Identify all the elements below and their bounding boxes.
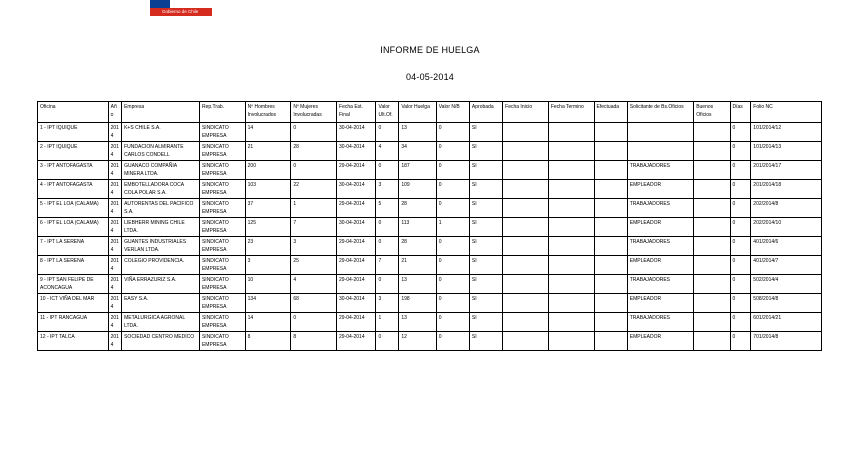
table-row: [38, 313, 822, 332]
cell-mujeres: 4: [291, 275, 337, 294]
cell-efectuada: [594, 161, 627, 180]
cell-solicitante: [627, 123, 693, 142]
cell-hombres: 21: [245, 142, 291, 161]
cell-rep: SINDICATO EMPRESA: [199, 199, 245, 218]
report-title: INFORME DE HUELGA: [380, 45, 480, 55]
column-header: Fecha Termino: [548, 102, 594, 123]
cell-anio: 2014: [108, 332, 121, 351]
cell-buenos: [694, 256, 730, 275]
cell-hombres: 134: [245, 294, 291, 313]
cell-empresa: AUTORENTAS DEL PACIFICO S.A.: [122, 199, 200, 218]
cell-nb: 0: [436, 123, 469, 142]
cell-buenos: [694, 161, 730, 180]
gobierno-logo: [150, 0, 212, 16]
cell-dias: 0: [730, 294, 751, 313]
cell-empresa: FUNDACION ALMIRANTE CARLOS CONDELL: [122, 142, 200, 161]
cell-nb: 0: [436, 294, 469, 313]
cell-empresa: EMBOTELLADORA COCA COLA POLAR S.A.: [122, 180, 200, 199]
table-row: [38, 237, 822, 256]
cell-folio: 202/2014/10: [751, 218, 822, 237]
table-row: [38, 161, 822, 180]
cell-solicitante: EMPLEADOR: [627, 256, 693, 275]
cell-oficina: 5 - IPT EL LOA (CALAMA): [38, 199, 109, 218]
cell-solicitante: TRABAJADORES: [627, 313, 693, 332]
cell-folio: 508/2014/8: [751, 294, 822, 313]
cell-ult-of: 1: [376, 313, 399, 332]
cell-efectuada: [594, 294, 627, 313]
column-header: Valor Huelga: [399, 102, 436, 123]
cell-mujeres: 0: [291, 161, 337, 180]
cell-aprobada: SI: [469, 313, 502, 332]
cell-mujeres: 25: [291, 256, 337, 275]
cell-inicio: [503, 199, 549, 218]
cell-huelga: 187: [399, 161, 436, 180]
cell-inicio: [503, 237, 549, 256]
column-header: Nº Hombres Involucrados: [245, 102, 291, 123]
cell-ult-of: 0: [376, 123, 399, 142]
cell-solicitante: [627, 142, 693, 161]
cell-aprobada: SI: [469, 294, 502, 313]
cell-buenos: [694, 180, 730, 199]
cell-dias: 0: [730, 332, 751, 351]
cell-mujeres: 68: [291, 294, 337, 313]
cell-dias: 0: [730, 161, 751, 180]
cell-termino: [548, 294, 594, 313]
cell-ult-of: 0: [376, 275, 399, 294]
cell-folio: 701/2014/8: [751, 332, 822, 351]
table-row: [38, 123, 822, 142]
column-header: Fecha Inicio: [503, 102, 549, 123]
cell-empresa: COLEGIO PROVIDENCIA.: [122, 256, 200, 275]
cell-hombres: 23: [245, 237, 291, 256]
cell-fecha-final: 30-04-2014: [337, 123, 376, 142]
cell-solicitante: EMPLEADOR: [627, 218, 693, 237]
cell-efectuada: [594, 180, 627, 199]
cell-rep: SINDICATO EMPRESA: [199, 161, 245, 180]
cell-folio: 201/2014/17: [751, 161, 822, 180]
cell-oficina: 8 - IPT LA SERENA: [38, 256, 109, 275]
cell-termino: [548, 313, 594, 332]
cell-efectuada: [594, 237, 627, 256]
cell-efectuada: [594, 332, 627, 351]
cell-hombres: 3: [245, 256, 291, 275]
cell-termino: [548, 237, 594, 256]
cell-fecha-final: 30-04-2014: [337, 218, 376, 237]
table-header-row: [38, 102, 822, 123]
cell-aprobada: SI: [469, 123, 502, 142]
cell-termino: [548, 218, 594, 237]
cell-fecha-final: 29-04-2014: [337, 313, 376, 332]
cell-mujeres: 3: [291, 237, 337, 256]
column-header: Valor N/B: [436, 102, 469, 123]
cell-anio: 2014: [108, 237, 121, 256]
cell-buenos: [694, 218, 730, 237]
cell-anio: 2014: [108, 199, 121, 218]
cell-efectuada: [594, 256, 627, 275]
table-row: [38, 256, 822, 275]
cell-anio: 2014: [108, 313, 121, 332]
cell-efectuada: [594, 123, 627, 142]
cell-huelga: 34: [399, 142, 436, 161]
cell-termino: [548, 142, 594, 161]
cell-hombres: 200: [245, 161, 291, 180]
cell-huelga: 12: [399, 332, 436, 351]
cell-aprobada: SI: [469, 237, 502, 256]
cell-inicio: [503, 142, 549, 161]
logo-text: Gobierno de Chile: [162, 9, 199, 14]
cell-anio: 2014: [108, 256, 121, 275]
cell-ult-of: 0: [376, 218, 399, 237]
cell-fecha-final: 29-04-2014: [337, 332, 376, 351]
cell-rep: SINDICATO EMPRESA: [199, 237, 245, 256]
cell-mujeres: 8: [291, 332, 337, 351]
cell-efectuada: [594, 199, 627, 218]
cell-nb: 0: [436, 199, 469, 218]
cell-folio: 101/2014/12: [751, 123, 822, 142]
column-header: Aprobada: [469, 102, 502, 123]
cell-nb: 1: [436, 218, 469, 237]
cell-huelga: 28: [399, 199, 436, 218]
cell-huelga: 198: [399, 294, 436, 313]
cell-rep: SINDICATO EMPRESA: [199, 256, 245, 275]
cell-oficina: 9 - IPT SAN FELIPE DE ACONCAGUA: [38, 275, 109, 294]
cell-folio: 101/2014/13: [751, 142, 822, 161]
cell-mujeres: 22: [291, 180, 337, 199]
cell-folio: 201/2014/18: [751, 180, 822, 199]
cell-efectuada: [594, 142, 627, 161]
cell-huelga: 13: [399, 123, 436, 142]
cell-anio: 2014: [108, 161, 121, 180]
column-header: Nº Mujeres Involucradas: [291, 102, 337, 123]
cell-nb: 0: [436, 332, 469, 351]
cell-efectuada: [594, 218, 627, 237]
cell-oficina: 12 - IPT TALCA: [38, 332, 109, 351]
cell-buenos: [694, 123, 730, 142]
cell-buenos: [694, 199, 730, 218]
cell-ult-of: 4: [376, 142, 399, 161]
cell-aprobada: SI: [469, 199, 502, 218]
column-header: Valor Ult.Of.: [376, 102, 399, 123]
column-header: Folio NC: [751, 102, 822, 123]
cell-dias: 0: [730, 199, 751, 218]
cell-anio: 2014: [108, 142, 121, 161]
cell-mujeres: 0: [291, 313, 337, 332]
column-header: Efectuada: [594, 102, 627, 123]
cell-huelga: 13: [399, 275, 436, 294]
cell-fecha-final: 29-04-2014: [337, 256, 376, 275]
cell-folio: 202/2014/8: [751, 199, 822, 218]
cell-inicio: [503, 161, 549, 180]
cell-termino: [548, 161, 594, 180]
cell-inicio: [503, 332, 549, 351]
cell-oficina: 11 - IPT RANCAGUA: [38, 313, 109, 332]
cell-dias: 0: [730, 123, 751, 142]
cell-solicitante: TRABAJADORES: [627, 275, 693, 294]
cell-nb: 0: [436, 313, 469, 332]
cell-aprobada: SI: [469, 332, 502, 351]
column-header: Rep.Trab.: [199, 102, 245, 123]
cell-ult-of: 3: [376, 180, 399, 199]
cell-empresa: EASY S.A.: [122, 294, 200, 313]
strike-report-table: [37, 101, 822, 351]
logo-red-bar: [150, 8, 212, 16]
cell-hombres: 125: [245, 218, 291, 237]
cell-anio: 2014: [108, 275, 121, 294]
cell-inicio: [503, 313, 549, 332]
column-header: Días: [730, 102, 751, 123]
cell-ult-of: 7: [376, 256, 399, 275]
cell-solicitante: TRABAJADORES: [627, 161, 693, 180]
table-row: [38, 294, 822, 313]
cell-hombres: 10: [245, 275, 291, 294]
cell-aprobada: SI: [469, 180, 502, 199]
cell-hombres: 8: [245, 332, 291, 351]
cell-nb: 0: [436, 180, 469, 199]
cell-fecha-final: 29-04-2014: [337, 275, 376, 294]
cell-oficina: 10 - ICT VIÑA DEL MAR: [38, 294, 109, 313]
cell-empresa: VIÑA ERRAZURIZ S.A.: [122, 275, 200, 294]
cell-empresa: LIEBHERR MINING CHILE LTDA.: [122, 218, 200, 237]
cell-oficina: 3 - IPT ANTOFAGASTA: [38, 161, 109, 180]
table-row: [38, 199, 822, 218]
cell-buenos: [694, 332, 730, 351]
cell-efectuada: [594, 275, 627, 294]
cell-fecha-final: 29-04-2014: [337, 237, 376, 256]
cell-termino: [548, 180, 594, 199]
cell-dias: 0: [730, 313, 751, 332]
table-row: [38, 218, 822, 237]
cell-inicio: [503, 256, 549, 275]
cell-oficina: 1 - IPT IQUIQUE: [38, 123, 109, 142]
cell-dias: 0: [730, 256, 751, 275]
cell-buenos: [694, 142, 730, 161]
cell-aprobada: SI: [469, 161, 502, 180]
cell-rep: SINDICATO EMPRESA: [199, 218, 245, 237]
cell-rep: SINDICATO EMPRESA: [199, 275, 245, 294]
cell-oficina: 2 - IPT IQUIQUE: [38, 142, 109, 161]
cell-rep: SINDICATO EMPRESA: [199, 332, 245, 351]
cell-fecha-final: 29-04-2014: [337, 199, 376, 218]
cell-dias: 0: [730, 142, 751, 161]
cell-solicitante: EMPLEADOR: [627, 180, 693, 199]
cell-efectuada: [594, 313, 627, 332]
cell-fecha-final: 30-04-2014: [337, 142, 376, 161]
cell-empresa: METALURGICA AGRONAL LTDA.: [122, 313, 200, 332]
cell-inicio: [503, 123, 549, 142]
column-header: Fecha Est. Final: [337, 102, 376, 123]
cell-hombres: 14: [245, 313, 291, 332]
cell-empresa: GUANTES INDUSTRIALES VERLAN LTDA.: [122, 237, 200, 256]
cell-mujeres: 7: [291, 218, 337, 237]
cell-nb: 0: [436, 142, 469, 161]
cell-rep: SINDICATO EMPRESA: [199, 313, 245, 332]
cell-rep: SINDICATO EMPRESA: [199, 294, 245, 313]
cell-empresa: SOCIEDAD CENTRO MEDICO: [122, 332, 200, 351]
cell-solicitante: EMPLEADOR: [627, 332, 693, 351]
cell-aprobada: SI: [469, 218, 502, 237]
cell-termino: [548, 199, 594, 218]
cell-mujeres: 1: [291, 199, 337, 218]
cell-nb: 0: [436, 275, 469, 294]
cell-hombres: 14: [245, 123, 291, 142]
logo-blue-block: [150, 0, 170, 8]
table-row: [38, 180, 822, 199]
column-header: Oficina: [38, 102, 109, 123]
cell-fecha-final: 30-04-2014: [337, 180, 376, 199]
cell-ult-of: 0: [376, 237, 399, 256]
cell-anio: 2014: [108, 123, 121, 142]
column-header: Solicitante de Bs.Oficios: [627, 102, 693, 123]
cell-dias: 0: [730, 218, 751, 237]
cell-inicio: [503, 180, 549, 199]
report-date: 04-05-2014: [405, 72, 455, 82]
column-header: Empresa: [122, 102, 200, 123]
cell-folio: 601/2014/21: [751, 313, 822, 332]
cell-folio: 401/2014/6: [751, 237, 822, 256]
cell-solicitante: TRABAJADORES: [627, 237, 693, 256]
cell-termino: [548, 332, 594, 351]
cell-hombres: 103: [245, 180, 291, 199]
cell-hombres: 37: [245, 199, 291, 218]
cell-rep: SINDICATO EMPRESA: [199, 142, 245, 161]
cell-nb: 0: [436, 256, 469, 275]
cell-dias: 0: [730, 275, 751, 294]
cell-oficina: 6 - IPT EL LOA (CALAMA): [38, 218, 109, 237]
cell-oficina: 4 - IPT ANTOFAGASTA: [38, 180, 109, 199]
cell-mujeres: 28: [291, 142, 337, 161]
cell-folio: 502/2014/4: [751, 275, 822, 294]
cell-buenos: [694, 294, 730, 313]
cell-huelga: 28: [399, 237, 436, 256]
cell-termino: [548, 256, 594, 275]
cell-empresa: GUANACO COMPAÑIA MINERA LTDA.: [122, 161, 200, 180]
cell-nb: 0: [436, 237, 469, 256]
column-header: Año: [108, 102, 121, 123]
cell-aprobada: SI: [469, 142, 502, 161]
cell-aprobada: SI: [469, 256, 502, 275]
cell-ult-of: 5: [376, 199, 399, 218]
table-row: [38, 142, 822, 161]
cell-buenos: [694, 237, 730, 256]
cell-ult-of: 0: [376, 332, 399, 351]
cell-empresa: K+S CHILE S.A.: [122, 123, 200, 142]
table-row: [38, 332, 822, 351]
cell-termino: [548, 275, 594, 294]
column-header: Buenos Oficios: [694, 102, 730, 123]
cell-dias: 0: [730, 237, 751, 256]
cell-inicio: [503, 218, 549, 237]
cell-aprobada: SI: [469, 275, 502, 294]
cell-oficina: 7 - IPT LA SERENA: [38, 237, 109, 256]
cell-huelga: 109: [399, 180, 436, 199]
cell-mujeres: 0: [291, 123, 337, 142]
cell-rep: SINDICATO EMPRESA: [199, 123, 245, 142]
cell-anio: 2014: [108, 218, 121, 237]
cell-fecha-final: 29-04-2014: [337, 161, 376, 180]
cell-fecha-final: 30-04-2014: [337, 294, 376, 313]
cell-rep: SINDICATO EMPRESA: [199, 180, 245, 199]
cell-inicio: [503, 294, 549, 313]
cell-solicitante: EMPLEADOR: [627, 294, 693, 313]
cell-dias: 0: [730, 180, 751, 199]
cell-anio: 2014: [108, 294, 121, 313]
cell-nb: 0: [436, 161, 469, 180]
table-body: [38, 123, 822, 351]
cell-buenos: [694, 275, 730, 294]
cell-huelga: 13: [399, 313, 436, 332]
cell-buenos: [694, 313, 730, 332]
cell-folio: 401/2014/7: [751, 256, 822, 275]
cell-huelga: 113: [399, 218, 436, 237]
table-row: [38, 275, 822, 294]
cell-ult-of: 3: [376, 294, 399, 313]
cell-solicitante: TRABAJADORES: [627, 199, 693, 218]
cell-huelga: 21: [399, 256, 436, 275]
cell-termino: [548, 123, 594, 142]
cell-anio: 2014: [108, 180, 121, 199]
cell-ult-of: 0: [376, 161, 399, 180]
cell-inicio: [503, 275, 549, 294]
